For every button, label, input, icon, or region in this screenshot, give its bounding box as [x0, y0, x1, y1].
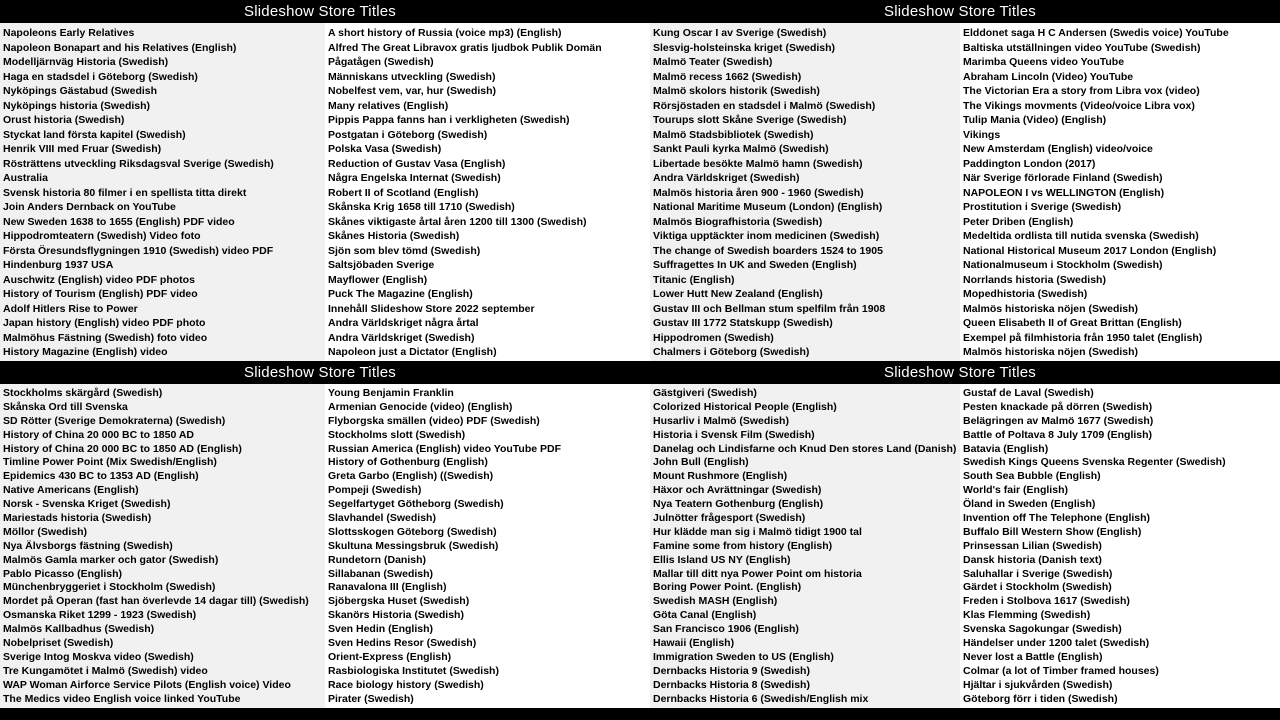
list-item: Swedish Kings Queens Svenska Regenter (Swedish): [963, 456, 1226, 469]
list-item: Napoleon just a Dictator (English): [328, 346, 497, 358]
list-item: Many relatives (English): [328, 99, 449, 112]
list-item: Hippodromteatern (Swedish) Video foto: [3, 230, 201, 242]
list-item: Göta Canal (English): [653, 609, 757, 622]
list-item: Sverige Intog Moskva video (Swedish): [3, 650, 194, 663]
list-item: Mount Rushmore (English): [653, 470, 788, 483]
list-item: Rösträttens utveckling Riksdagsval Sverige (Swedish): [3, 157, 274, 170]
list-item: New Amsterdam (English) video/voice: [963, 143, 1153, 155]
list-item: Henrik VIII med Fruar (Swedish): [3, 143, 162, 155]
list-item: Swedish MASH (English): [653, 595, 778, 608]
list-item: Native Americans (English): [3, 484, 139, 497]
list-item: Polska Vasa (Swedish): [328, 143, 442, 155]
list-item: Julnötter frågesport (Swedish): [653, 512, 806, 525]
list-item: Sankt Pauli kyrka Malmö (Swedish): [653, 143, 829, 155]
list-item: Hindenburg 1937 USA: [3, 259, 114, 271]
list-item: Rörsjöstaden en stadsdel i Malmö (Swedish): [653, 99, 876, 112]
list-item: Lower Hutt New Zealand (English): [653, 288, 823, 300]
list-item: Abraham Lincoln (Video) YouTube: [963, 70, 1134, 83]
list-item: Robert II of Scotland (English): [328, 186, 479, 199]
list-item: Nya Teatern Gothenburg (English): [653, 498, 824, 511]
list-item: Baltiska utställningen video YouTube (Swedish): [963, 41, 1201, 54]
list-item: Nyköpings historia (Swedish): [3, 99, 151, 112]
list-item: Första Öresundsflygningen 1910 (Swedish) video PDF: [3, 244, 274, 257]
list-item: Libertade besökte Malmö hamn (Swedish): [653, 157, 863, 170]
list-item: Innehåll Slideshow Store 2022 september: [328, 302, 535, 315]
list-item: Möllor (Swedish): [3, 525, 87, 538]
list-item: Orust historia (Swedish): [3, 114, 125, 126]
list-item: Malmö Stadsbibliotek (Swedish): [653, 128, 814, 141]
title-column: [960, 23, 1280, 361]
list-item: Öland in Sweden (English): [963, 498, 1096, 511]
list-item: Gustaf de Laval (Swedish): [963, 387, 1094, 399]
list-item: Pesten knackade på dörren (Swedish): [963, 400, 1153, 413]
list-item: History of Tourism (English) PDF video: [3, 288, 198, 300]
section-header-title: Slideshow Store Titles: [244, 364, 396, 381]
list-item: Battle of Poltava 8 July 1709 (English): [963, 428, 1153, 441]
list-item: Orient-Express (English): [328, 650, 452, 663]
list-item: The change of Swedish boarders 1524 to 1905: [653, 244, 883, 257]
list-item: Tre Kungamötet i Malmö (Swedish) video: [3, 664, 208, 677]
list-item: The Medics video English voice linked YouTube: [3, 692, 241, 705]
list-item: Belägringen av Malmö 1677 (Swedish): [963, 414, 1154, 427]
list-item: Napoleons Early Relatives: [3, 27, 135, 39]
list-item: Join Anders Dernback on YouTube: [3, 201, 176, 213]
title-column: [960, 384, 1280, 708]
list-item: Mayflower (English): [328, 273, 428, 286]
list-item: Ellis Island US NY (English): [653, 553, 791, 566]
list-item: Epidemics 430 BC to 1353 AD (English): [3, 470, 199, 483]
list-item: Slottsskogen Göteborg (Swedish): [328, 525, 497, 538]
list-item: Malmös Gamla marker och gator (Swedish): [3, 553, 219, 566]
list-item: Pablo Picasso (English): [3, 567, 123, 580]
list-item: Gustav III 1772 Statskupp (Swedish): [653, 317, 833, 329]
list-item: Dernbacks Historia 6 (Swedish/English mix: [653, 692, 869, 705]
list-item: Saltsjöbaden Sverige: [328, 259, 435, 271]
list-item: Skanörs Historia (Swedish): [328, 609, 464, 622]
list-item: Mariestads historia (Swedish): [3, 512, 152, 525]
list-item: Malmös historia åren 900 - 1960 (Swedish): [653, 186, 864, 199]
list-item: Colmar (a lot of Timber framed houses): [963, 664, 1159, 677]
list-item: Sjön som blev tömd (Swedish): [328, 244, 481, 257]
section-header-title: Slideshow Store Titles: [884, 3, 1036, 20]
list-item: Timline Power Point (Mix Swedish/English): [3, 456, 217, 469]
list-item: Pirater (Swedish): [328, 692, 414, 705]
list-item: När Sverige förlorade Finland (Swedish): [963, 172, 1163, 184]
list-item: Svenska Sagokungar (Swedish): [963, 623, 1122, 636]
list-item: Hjältar i sjukvården (Swedish): [963, 678, 1113, 691]
list-item: Rundetorn (Danish): [328, 553, 426, 566]
list-item: Skånes viktigaste årtal åren 1200 till 1300 (Swedish): [328, 215, 587, 228]
title-column: [650, 384, 960, 708]
list-item: Young Benjamin Franklin: [328, 387, 454, 399]
list-item: Segelfartyget Götheborg (Swedish): [328, 498, 504, 511]
list-item: Sven Hedin (English): [328, 623, 434, 636]
footer-bar: [0, 708, 1280, 720]
list-item: National Historical Museum 2017 London (English): [963, 244, 1217, 257]
list-item: Flyborgska smällen (video) PDF (Swedish): [328, 414, 540, 427]
list-item: Pippis Pappa fanns han i verkligheten (Swedish): [328, 114, 570, 126]
list-item: Australia: [3, 172, 48, 184]
list-item: Alfred The Great Libravox gratis ljudbok Publik Domän: [328, 41, 602, 54]
list-item: Osmanska Riket 1299 - 1923 (Swedish): [3, 609, 197, 622]
list-item: Andra Världskriget (Swedish): [328, 331, 475, 344]
list-item: Malmöhus Fästning (Swedish) foto video: [3, 331, 208, 344]
list-item: Malmö recess 1662 (Swedish): [653, 70, 802, 83]
list-item: History of China 20 000 BC to 1850 AD (English): [3, 442, 242, 455]
list-item: Sillabanan (Swedish): [328, 567, 434, 580]
list-item: Ranavalona III (English): [328, 581, 447, 594]
titles-section-bottom: [0, 384, 1280, 708]
list-item: Armenian Genocide (video) (English): [328, 400, 513, 413]
list-item: Dernbacks Historia 9 (Swedish): [653, 664, 810, 677]
list-item: Gustav III och Bellman stum spelfilm från 1908: [653, 302, 886, 315]
list-item: History of China 20 000 BC to 1850 AD: [3, 428, 194, 441]
list-item: Paddington London (2017): [963, 157, 1096, 170]
list-item: Modelljärnväg Historia (Swedish): [3, 56, 169, 68]
list-item: Saluhallar i Sverige (Swedish): [963, 567, 1113, 580]
list-item: Suffragettes In UK and Sweden (English): [653, 259, 857, 271]
list-item: Malmös historiska nöjen (Swedish): [963, 346, 1139, 358]
list-item: Dansk historia (Danish text): [963, 553, 1102, 566]
list-item: Queen Elisabeth II of Great Brittan (English): [963, 317, 1182, 329]
list-item: WAP Woman Airforce Service Pilots (English voice) Video: [3, 678, 291, 691]
list-item: Hawaii (English): [653, 637, 735, 650]
title-column: [650, 23, 960, 361]
list-item: Andra Världskriget (Swedish): [653, 172, 800, 184]
list-item: Freden i Stolbova 1617 (Swedish): [963, 595, 1130, 608]
list-item: Marimba Queens video YouTube: [963, 56, 1125, 68]
list-item: Skultuna Messingsbruk (Swedish): [328, 539, 499, 552]
list-item: Andra Världskriget några årtal: [328, 317, 479, 329]
list-item: Slavhandel (Swedish): [328, 512, 436, 525]
list-item: Husarliv i Malmö (Swedish): [653, 414, 789, 427]
list-item: Svensk historia 80 filmer i en spellista titta direkt: [3, 186, 247, 199]
list-item: Gästgiveri (Swedish): [653, 387, 757, 399]
list-item: Haga en stadsdel i Göteborg (Swedish): [3, 70, 198, 83]
list-item: Nobelpriset (Swedish): [3, 637, 114, 650]
list-item: New Sweden 1638 to 1655 (English) PDF video: [3, 215, 235, 228]
list-item: Häxor och Avrättningar (Swedish): [653, 484, 822, 497]
list-item: Immigration Sweden to US (English): [653, 650, 834, 663]
list-item: Skånska Ord till Svenska: [3, 400, 128, 413]
list-item: South Sea Bubble (English): [963, 470, 1101, 483]
list-item: Sven Hedins Resor (Swedish): [328, 637, 477, 650]
list-item: Famine some from history (English): [653, 539, 833, 552]
list-item: Chalmers i Göteborg (Swedish): [653, 346, 810, 358]
list-item: Styckat land första kapitel (Swedish): [3, 128, 186, 141]
list-item: Invention off The Telephone (English): [963, 512, 1151, 525]
list-item: Kung Oscar I av Sverige (Swedish): [653, 27, 827, 39]
list-item: Prinsessan Lilian (Swedish): [963, 539, 1102, 552]
list-item: Elddonet saga H C Andersen (Swedis voice) YouTube: [963, 27, 1229, 39]
list-item: Nobelfest vem, var, hur (Swedish): [328, 85, 497, 97]
list-item: Malmös historiska nöjen (Swedish): [963, 302, 1139, 315]
list-item: Viktiga upptäckter inom medicinen (Swedish): [653, 230, 880, 242]
list-item: Danelag och Lindisfarne och Knud Den stores Land (Danish): [653, 442, 957, 455]
list-item: Japan history (English) video PDF photo: [3, 317, 206, 329]
list-item: National Maritime Museum (London) (English): [653, 201, 883, 213]
list-item: SD Rötter (Sverige Demokraterna) (Swedish): [3, 414, 226, 427]
list-item: Malmö Teater (Swedish): [653, 56, 773, 68]
list-item: Mordet på Operan (fast han överlevde 14 dagar till) (Swedish): [3, 595, 309, 608]
list-item: Nya Älvsborgs fästning (Swedish): [3, 539, 173, 552]
list-item: Gärdet i Stockholm (Swedish): [963, 581, 1112, 594]
list-item: Några Engelska Internat (Swedish): [328, 172, 501, 184]
list-item: History Magazine (English) video: [3, 346, 168, 358]
list-item: Russian America (English) video YouTube PDF: [328, 442, 561, 455]
list-item: Münchenbryggeriet i Stockholm (Swedish): [3, 581, 216, 594]
list-item: Människans utveckling (Swedish): [328, 70, 496, 83]
section-header-bar: [0, 361, 1280, 384]
list-item: Malmö skolors historik (Swedish): [653, 85, 820, 97]
list-item: Batavia (English): [963, 442, 1049, 455]
list-item: Norsk - Svenska Kriget (Swedish): [3, 498, 171, 511]
list-item: Adolf Hitlers Rise to Power: [3, 302, 138, 315]
list-item: Hippodromen (Swedish): [653, 331, 774, 344]
title-column: [0, 384, 325, 708]
list-item: Greta Garbo (English) ((Swedish): [328, 470, 494, 483]
list-item: Nationalmuseum i Stockholm (Swedish): [963, 259, 1163, 271]
list-item: Historia i Svensk Film (Swedish): [653, 428, 815, 441]
list-item: Skånes Historia (Swedish): [328, 230, 460, 242]
list-item: Reduction of Gustav Vasa (English): [328, 157, 506, 170]
list-item: Titanic (English): [653, 273, 735, 286]
list-item: Klas Flemming (Swedish): [963, 609, 1091, 622]
list-item: History of Gothenburg (English): [328, 456, 488, 469]
list-item: Pågatågen (Swedish): [328, 56, 434, 68]
title-column: [325, 23, 650, 361]
list-item: Tulip Mania (Video) (English): [963, 114, 1107, 126]
section-header-bar: [0, 0, 1280, 23]
list-item: The Victorian Era a story from Libra vox (video): [963, 85, 1200, 97]
list-item: Malmös Kallbadhus (Swedish): [3, 623, 155, 636]
list-item: Auschwitz (English) video PDF photos: [3, 273, 195, 286]
list-item: Sjöbergska Huset (Swedish): [328, 595, 470, 608]
list-item: Tourups slott Skåne Sverige (Swedish): [653, 114, 847, 126]
list-item: Prostitution i Sverige (Swedish): [963, 201, 1122, 213]
list-item: Händelser under 1200 talet (Swedish): [963, 637, 1150, 650]
list-item: Puck The Magazine (English): [328, 288, 473, 300]
list-item: World's fair (English): [963, 484, 1068, 497]
list-item: Buffalo Bill Western Show (English): [963, 525, 1142, 538]
list-item: Colorized Historical People (English): [653, 400, 837, 413]
title-column: [325, 384, 650, 708]
list-item: Slesvig-holsteinska kriget (Swedish): [653, 41, 836, 54]
list-item: Hur klädde man sig i Malmö tidigt 1900 tal: [653, 525, 862, 538]
list-item: Mallar till ditt nya Power Point om historia: [653, 567, 862, 580]
list-item: Nyköpings Gästabud (Swedish: [3, 85, 158, 97]
list-item: Skånska Krig 1658 till 1710 (Swedish): [328, 201, 515, 213]
section-header-title: Slideshow Store Titles: [884, 364, 1036, 381]
list-item: Rasbiologiska Institutet (Swedish): [328, 664, 499, 677]
list-item: A short history of Russia (voice mp3) (English): [328, 27, 562, 39]
list-item: Never lost a Battle (English): [963, 650, 1103, 663]
list-item: The Vikings movments (Video/voice Libra vox): [963, 99, 1195, 112]
list-item: Pompeji (Swedish): [328, 484, 422, 497]
titles-section-top: [0, 23, 1280, 361]
list-item: Race biology history (Swedish): [328, 678, 484, 691]
list-item: Norrlands historia (Swedish): [963, 273, 1106, 286]
list-item: Exempel på filmhistoria från 1950 talet (English): [963, 331, 1203, 344]
list-item: Peter Driben (English): [963, 215, 1074, 228]
list-item: NAPOLEON I vs WELLINGTON (English): [963, 186, 1165, 199]
list-item: Postgatan i Göteborg (Swedish): [328, 128, 488, 141]
list-item: Göteborg förr i tiden (Swedish): [963, 692, 1118, 705]
list-item: Malmös Biografhistoria (Swedish): [653, 215, 823, 228]
list-item: Stockholms slott (Swedish): [328, 428, 466, 441]
title-column: [0, 23, 325, 361]
list-item: Boring Power Point. (English): [653, 581, 802, 594]
list-item: John Bull (English): [653, 456, 749, 469]
list-item: Stockholms skärgård (Swedish): [3, 387, 163, 399]
list-item: Dernbacks Historia 8 (Swedish): [653, 678, 810, 691]
list-item: San Francisco 1906 (English): [653, 623, 799, 636]
list-item: Mopedhistoria (Swedish): [963, 288, 1088, 300]
list-item: Vikings: [963, 128, 1001, 141]
list-item: Napoleon Bonapart and his Relatives (English): [3, 41, 237, 54]
list-item: Medeltida ordlista till nutida svenska (Swedish): [963, 230, 1199, 242]
section-header-title: Slideshow Store Titles: [244, 3, 396, 20]
